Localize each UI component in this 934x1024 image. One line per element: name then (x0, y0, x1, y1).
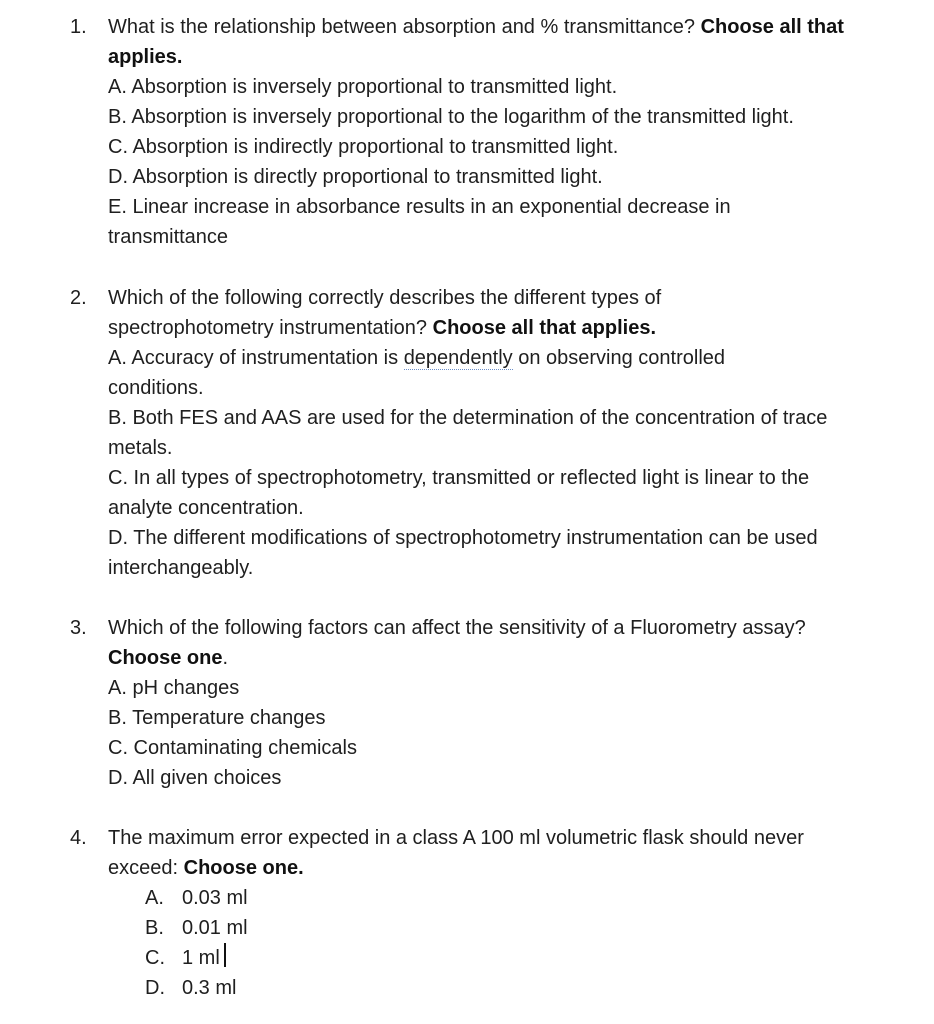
question-stem (108, 12, 898, 72)
instruction-text: Choose one (108, 647, 223, 669)
option-d: D. Absorption is directly proportional to transmitted light. (108, 166, 603, 188)
option-d (145, 973, 848, 1003)
option-a: A. Absorption is inversely proportional to transmitted light. (108, 76, 618, 98)
question-stem (108, 283, 758, 343)
spellcheck-flagged-word[interactable]: dependently (403, 347, 513, 369)
option-b: B. Both FES and AAS are used for the determination of the concentration of trace metals. (108, 407, 828, 459)
option-c (145, 943, 848, 973)
stem-text: The maximum error expected in a class A 100 ml volumetric flask should never exceed: (108, 827, 804, 879)
option-a-end: on observing controlled conditions. (108, 347, 726, 399)
option-b (145, 913, 848, 943)
option-letter: D. (145, 977, 165, 999)
question-number: 4. (70, 827, 87, 849)
question-3 (0, 613, 934, 793)
option-d: D. All given choices (108, 767, 282, 789)
option-text: 1 ml (182, 947, 220, 969)
option-b: B. Absorption is inversely proportional to the logarithm of the transmitted light. (108, 106, 794, 128)
option-letter: A. (145, 887, 164, 909)
option-text: 0.03 ml (182, 887, 248, 909)
instruction-suffix: . (222, 647, 229, 669)
question-1 (0, 12, 934, 252)
option-a-start: A. Accuracy of instrumentation is (108, 347, 404, 369)
instruction-text: Choose all that applies. (108, 16, 844, 68)
option-e: E. Linear increase in absorbance results in an exponential decrease in transmittance (108, 196, 731, 248)
question-stem (108, 613, 828, 673)
question-4 (0, 823, 934, 1003)
question-number: 3. (70, 617, 87, 639)
question-number: 1. (70, 16, 87, 38)
instruction-text: Choose one. (183, 857, 304, 879)
option-letter: B. (145, 917, 164, 939)
question-stem (108, 823, 848, 883)
option-a (145, 883, 848, 913)
instruction-text: Choose all that applies. (432, 317, 657, 339)
option-c: C. In all types of spectrophotometry, transmitted or reflected light is linear to the analyte concentration. (108, 467, 810, 519)
option-list (145, 883, 848, 1003)
question-2 (0, 283, 934, 583)
option-c: C. Absorption is indirectly proportional to transmitted light. (108, 136, 619, 158)
stem-text: Which of the following factors can affect the sensitivity of a Fluorometry assay? (108, 617, 806, 639)
question-number: 2. (70, 287, 87, 309)
option-b: B. Temperature changes (108, 707, 326, 729)
option-text: 0.3 ml (182, 977, 237, 999)
option-a: A. pH changes (108, 677, 240, 699)
option-d: D. The different modifications of spectrophotometry instrumentation can be used interchangeably. (108, 527, 818, 579)
stem-text: What is the relationship between absorption and % transmittance? (108, 16, 696, 38)
option-text: 0.01 ml (182, 917, 248, 939)
option-c: C. Contaminating chemicals (108, 737, 357, 759)
option-a (108, 343, 818, 403)
text-cursor (224, 943, 226, 967)
option-letter: C. (145, 947, 165, 969)
stem-text: Which of the following correctly describes the different types of spectrophotometry instrumentation? (108, 287, 662, 339)
